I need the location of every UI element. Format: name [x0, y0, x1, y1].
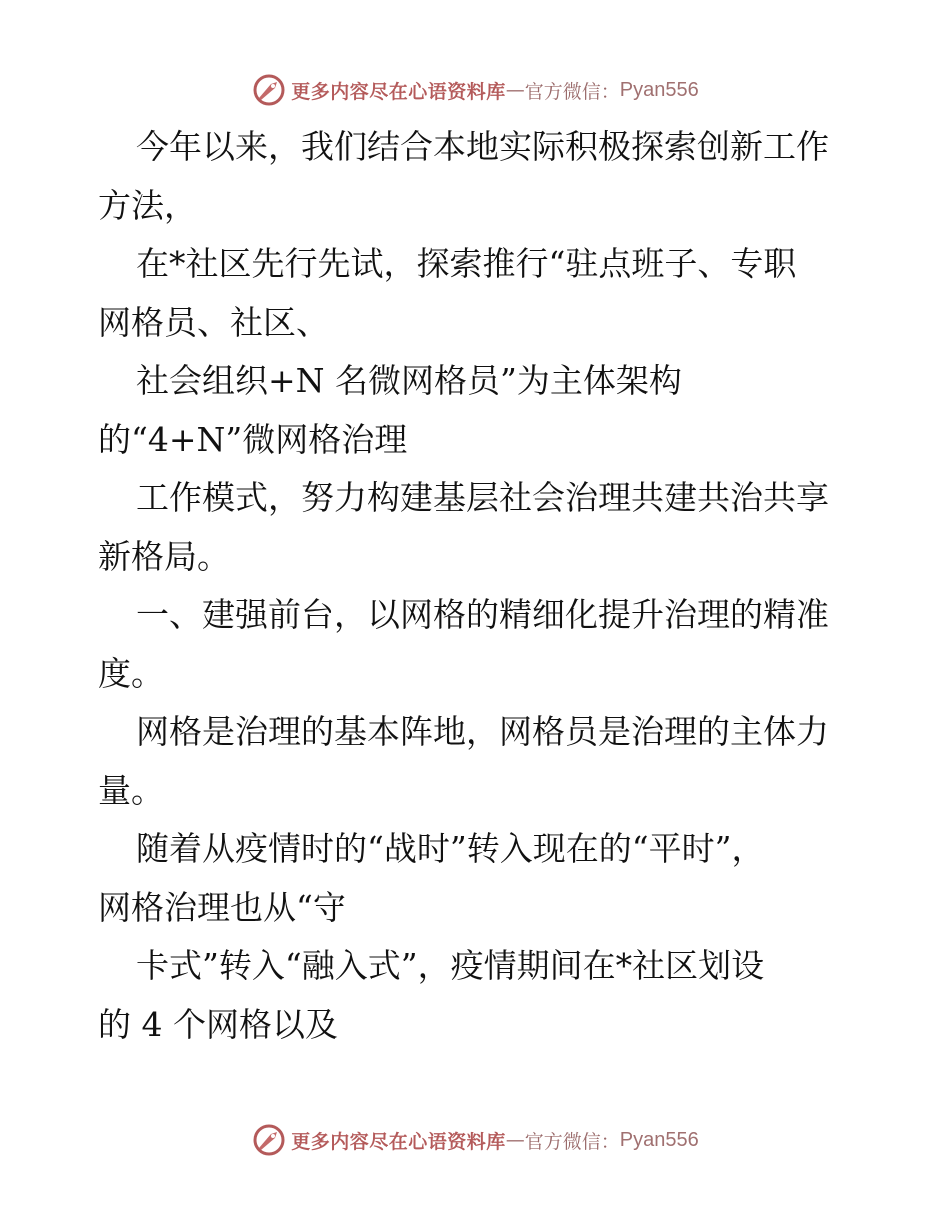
paragraph-line: 的 4 个网格以及 [98, 1004, 338, 1044]
paragraph-line: 社会组织+N 名微网格员”为主体架构 [136, 361, 682, 400]
paragraph-line: 的“4+N”微网格治理 [98, 419, 408, 459]
paragraph-line: 量。 [98, 770, 164, 810]
header-watermark [0, 70, 950, 110]
paragraph-line: 新格局。 [98, 536, 230, 576]
paragraph-line: 网格是治理的基本阵地，网格员是治理的主体力 [136, 712, 829, 751]
paragraph-line: 网格治理也从“守 [98, 887, 346, 927]
paragraph-line: 度。 [98, 653, 164, 693]
watermark-wechat-id: Pyan556 [619, 78, 699, 101]
paragraph-line: 工作模式，努力构建基层社会治理共建共治共享 [136, 478, 829, 517]
watermark-wechat-id: Pyan556 [619, 1128, 699, 1151]
paragraph-line: 今年以来，我们结合本地实际积极探索创新工作 [136, 127, 829, 166]
paragraph-line: 一、建强前台，以网格的精细化提升治理的精准 [136, 595, 829, 634]
paragraph-line: 随着从疫情时的“战时”转入现在的“平时”， [136, 829, 765, 868]
paragraph-line: 卡式”转入“融入式”，疫情期间在*社区划设 [136, 946, 765, 985]
pen-nib-logo-icon [251, 72, 287, 108]
paragraph-line: 方法， [98, 185, 197, 225]
watermark-dash: — [505, 79, 525, 101]
document-body [98, 118, 858, 1054]
watermark-brand: 更多内容尽在心语资料库 [291, 80, 506, 103]
pen-nib-logo-icon [251, 1122, 287, 1158]
footer-watermark [0, 1120, 950, 1160]
watermark-brand: 更多内容尽在心语资料库 [291, 1130, 506, 1153]
paragraph-line: 在*社区先行先试，探索推行“驻点班子、专职 [136, 244, 797, 283]
watermark-dash: — [505, 1129, 525, 1151]
watermark-wechat-label: 官方微信： [524, 80, 620, 103]
paragraph-line: 网格员、社区、 [98, 302, 329, 342]
watermark-wechat-label: 官方微信： [524, 1130, 620, 1153]
